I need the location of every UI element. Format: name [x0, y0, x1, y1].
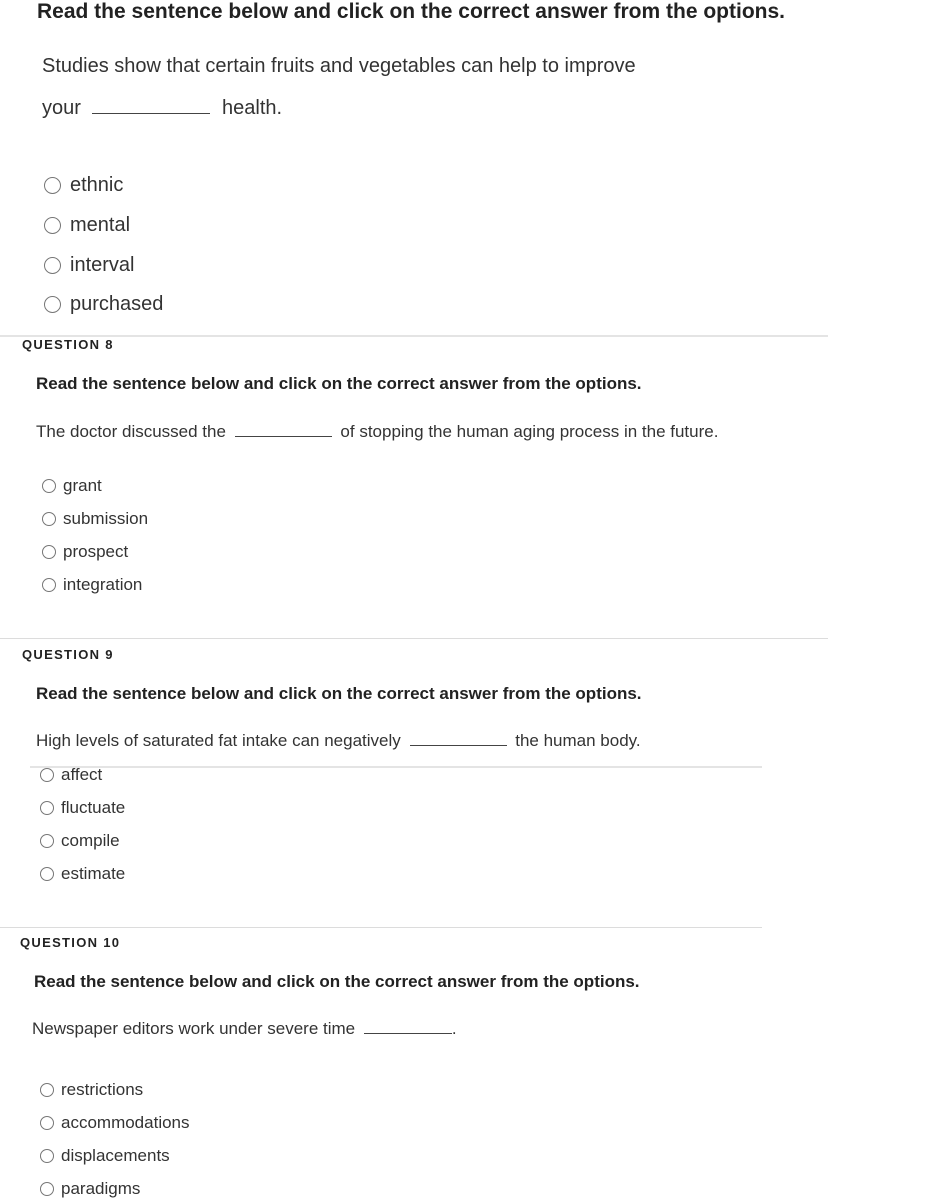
question-7-sentence-line1: Studies show that certain fruits and vegetables can help to improve — [42, 55, 636, 77]
question-8-sentence — [36, 422, 718, 442]
radio-button[interactable] — [44, 257, 61, 274]
radio-button[interactable] — [40, 834, 54, 848]
question-10-label: QUESTION 10 — [20, 935, 121, 950]
question-9-option-fluctuate[interactable] — [40, 798, 125, 818]
question-divider — [0, 638, 828, 639]
question-8-sentence-after: of stopping the human aging process in the future. — [340, 422, 719, 441]
question-7-option-ethnic[interactable] — [44, 173, 123, 197]
option-label: mental — [70, 213, 131, 236]
question-10-sentence — [32, 1019, 457, 1039]
radio-button[interactable] — [42, 479, 56, 493]
option-label: compile — [61, 831, 120, 850]
option-label: submission — [63, 509, 149, 528]
question-7-sentence-line2 — [42, 97, 282, 120]
option-label: grant — [63, 476, 102, 495]
radio-button[interactable] — [42, 545, 56, 559]
question-9-label: QUESTION 9 — [22, 647, 114, 662]
question-8-instruction: Read the sentence below and click on the correct answer from the options. — [36, 374, 642, 393]
question-7-option-interval[interactable] — [44, 253, 134, 277]
question-8-option-submission[interactable] — [42, 509, 148, 529]
option-label: fluctuate — [61, 798, 126, 817]
question-10-instruction: Read the sentence below and click on the correct answer from the options. — [34, 972, 640, 991]
radio-button[interactable] — [44, 296, 61, 313]
option-label: interval — [70, 253, 135, 276]
question-9-option-affect[interactable] — [40, 765, 102, 785]
radio-button[interactable] — [40, 1083, 54, 1097]
question-9-sentence-before: High levels of saturated fat intake can negatively — [36, 731, 401, 750]
question-7-option-mental[interactable] — [44, 213, 130, 237]
option-label: purchased — [70, 292, 164, 315]
option-label: estimate — [61, 864, 126, 883]
question-10-option-restrictions[interactable] — [40, 1080, 143, 1100]
radio-button[interactable] — [40, 867, 54, 881]
question-9-instruction: Read the sentence below and click on the correct answer from the options. — [36, 684, 642, 703]
radio-button[interactable] — [40, 1116, 54, 1130]
question-7-sentence-before: your — [42, 97, 81, 119]
question-divider — [30, 766, 762, 768]
question-8-option-grant[interactable] — [42, 476, 102, 496]
question-9-sentence-after: the human body. — [515, 731, 641, 750]
radio-button[interactable] — [42, 578, 56, 592]
question-10-sentence-before: Newspaper editors work under severe time — [32, 1019, 356, 1038]
radio-button[interactable] — [40, 768, 54, 782]
radio-button[interactable] — [40, 801, 54, 815]
option-label: displacements — [61, 1146, 170, 1165]
option-label: affect — [61, 765, 103, 784]
question-9-option-compile[interactable] — [40, 831, 120, 851]
radio-button[interactable] — [44, 217, 61, 234]
question-7-instruction: Read the sentence below and click on the correct answer from the options. — [37, 0, 786, 23]
option-label: accommodations — [61, 1113, 190, 1132]
question-10-option-displacements[interactable] — [40, 1146, 170, 1166]
question-7-option-purchased[interactable] — [44, 292, 163, 316]
question-8-label: QUESTION 8 — [22, 337, 114, 352]
option-label: paradigms — [61, 1179, 141, 1198]
question-divider — [0, 927, 762, 928]
question-8-option-integration[interactable] — [42, 575, 142, 595]
question-8-blank — [235, 436, 332, 437]
question-7-sentence-after: health. — [222, 97, 283, 119]
question-7-blank — [92, 113, 210, 114]
option-label: restrictions — [61, 1080, 144, 1099]
question-9-sentence — [36, 731, 641, 751]
radio-button[interactable] — [40, 1149, 54, 1163]
question-10-blank — [364, 1033, 452, 1034]
question-8-sentence-before: The doctor discussed the — [36, 422, 226, 441]
question-10-option-paradigms[interactable] — [40, 1179, 140, 1199]
option-label: integration — [63, 575, 143, 594]
question-9-blank — [410, 745, 507, 746]
question-8-option-prospect[interactable] — [42, 542, 128, 562]
radio-button[interactable] — [44, 177, 61, 194]
radio-button[interactable] — [42, 512, 56, 526]
option-label: prospect — [63, 542, 129, 561]
question-divider — [0, 335, 828, 337]
radio-button[interactable] — [40, 1182, 54, 1196]
question-10-sentence-after: . — [451, 1019, 457, 1038]
option-label: ethnic — [70, 173, 124, 196]
question-9-option-estimate[interactable] — [40, 864, 125, 884]
question-10-option-accommodations[interactable] — [40, 1113, 190, 1133]
